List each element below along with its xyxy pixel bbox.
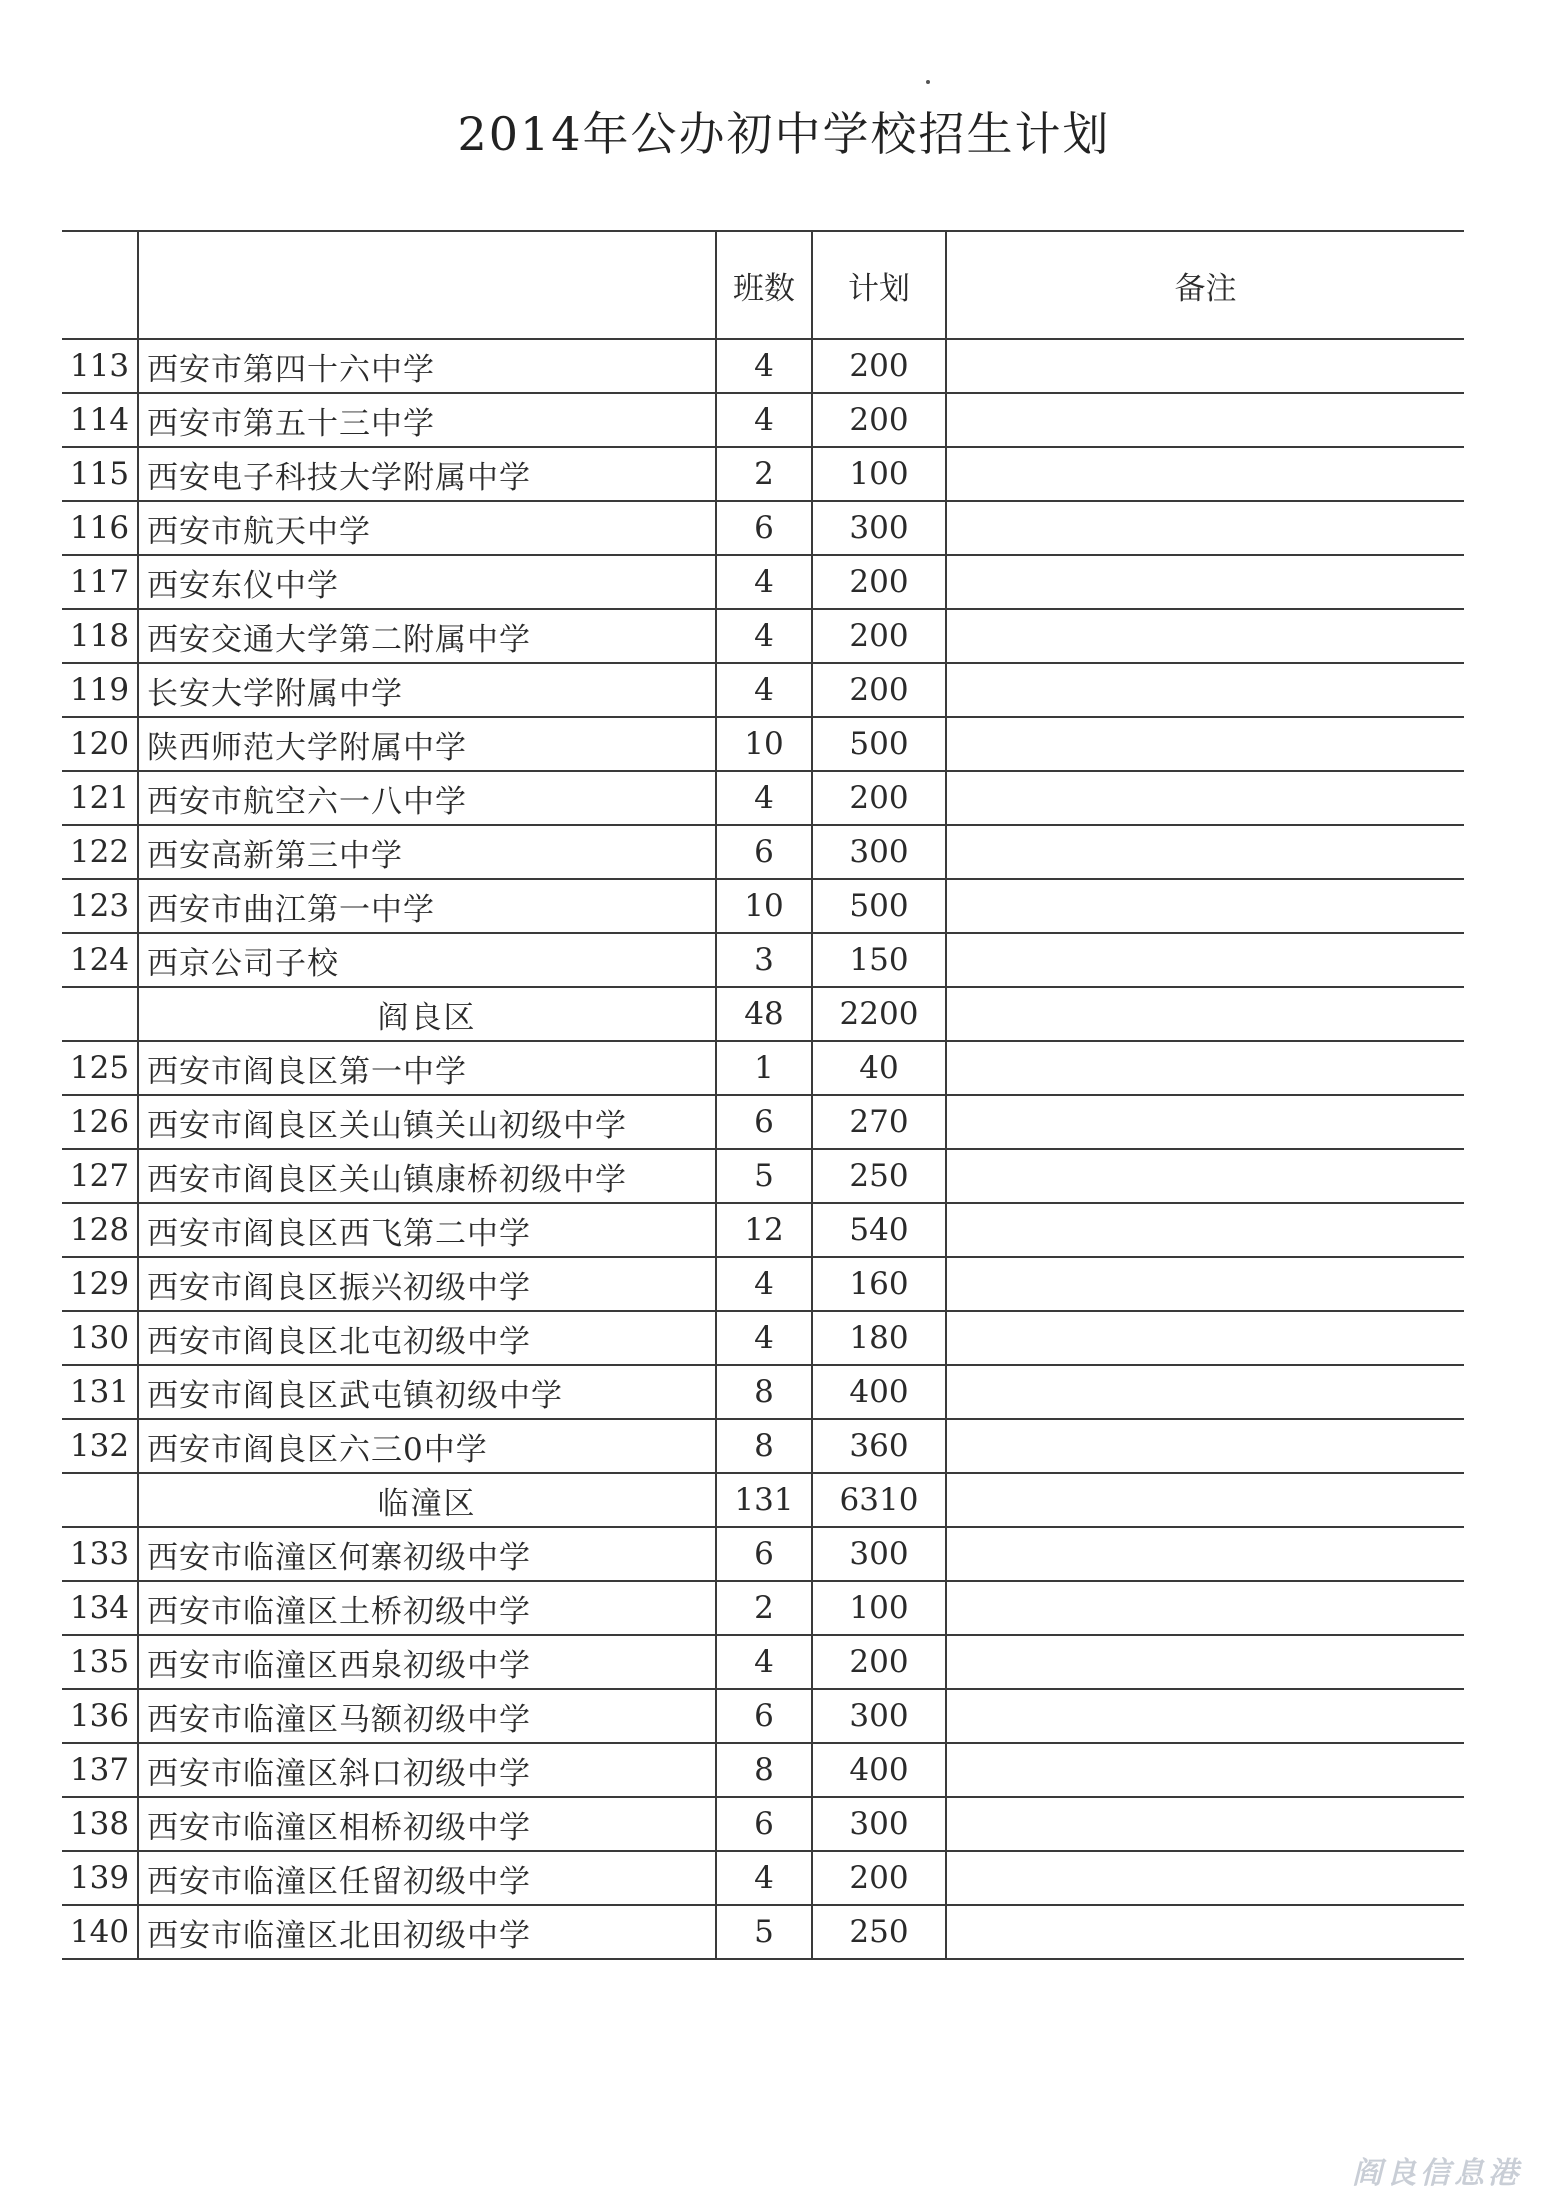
school-name: 西安市阎良区北屯初级中学 xyxy=(138,1311,716,1365)
row-number: 132 xyxy=(62,1419,138,1473)
scan-speck xyxy=(926,80,930,84)
remark xyxy=(946,1419,1464,1473)
row-number: 116 xyxy=(62,501,138,555)
table-row xyxy=(62,1851,1464,1905)
enrollment-table xyxy=(62,230,1464,1960)
class-count: 4 xyxy=(716,339,812,393)
school-name: 西安市临潼区何寨初级中学 xyxy=(138,1527,716,1581)
table-row xyxy=(62,771,1464,825)
district-subtotal-row xyxy=(62,987,1464,1041)
school-name: 陕西师范大学附属中学 xyxy=(138,717,716,771)
school-name: 西安市临潼区相桥初级中学 xyxy=(138,1797,716,1851)
row-number xyxy=(62,1473,138,1527)
table-row xyxy=(62,825,1464,879)
row-number: 128 xyxy=(62,1203,138,1257)
table-header-row xyxy=(62,231,1464,339)
class-count: 6 xyxy=(716,1095,812,1149)
enrollment-plan: 6310 xyxy=(812,1473,946,1527)
school-name: 西安交通大学第二附属中学 xyxy=(138,609,716,663)
class-count: 2 xyxy=(716,447,812,501)
class-count: 3 xyxy=(716,933,812,987)
header-no xyxy=(62,231,138,339)
row-number: 121 xyxy=(62,771,138,825)
table-row xyxy=(62,1581,1464,1635)
class-count: 5 xyxy=(716,1905,812,1959)
remark xyxy=(946,1041,1464,1095)
table-row xyxy=(62,1419,1464,1473)
school-name: 长安大学附属中学 xyxy=(138,663,716,717)
remark xyxy=(946,1257,1464,1311)
row-number: 125 xyxy=(62,1041,138,1095)
header-plan: 计划 xyxy=(812,231,946,339)
table-row xyxy=(62,1311,1464,1365)
table-row xyxy=(62,1041,1464,1095)
row-number: 119 xyxy=(62,663,138,717)
remark xyxy=(946,987,1464,1041)
table-row xyxy=(62,663,1464,717)
district-name: 临潼区 xyxy=(138,1473,716,1527)
remark xyxy=(946,609,1464,663)
enrollment-plan: 540 xyxy=(812,1203,946,1257)
enrollment-plan: 200 xyxy=(812,663,946,717)
class-count: 5 xyxy=(716,1149,812,1203)
row-number: 130 xyxy=(62,1311,138,1365)
row-number: 120 xyxy=(62,717,138,771)
class-count: 8 xyxy=(716,1743,812,1797)
row-number: 113 xyxy=(62,339,138,393)
school-name: 西安市第四十六中学 xyxy=(138,339,716,393)
enrollment-plan: 180 xyxy=(812,1311,946,1365)
table-row xyxy=(62,717,1464,771)
remark xyxy=(946,1635,1464,1689)
row-number xyxy=(62,987,138,1041)
school-name: 西安市临潼区斜口初级中学 xyxy=(138,1743,716,1797)
table-row xyxy=(62,1635,1464,1689)
enrollment-plan: 300 xyxy=(812,1689,946,1743)
table-row xyxy=(62,1905,1464,1959)
remark xyxy=(946,1149,1464,1203)
school-name: 西安市阎良区关山镇康桥初级中学 xyxy=(138,1149,716,1203)
remark xyxy=(946,771,1464,825)
remark xyxy=(946,1851,1464,1905)
table-row xyxy=(62,1257,1464,1311)
remark xyxy=(946,1311,1464,1365)
school-name: 西安市临潼区任留初级中学 xyxy=(138,1851,716,1905)
row-number: 138 xyxy=(62,1797,138,1851)
enrollment-plan: 2200 xyxy=(812,987,946,1041)
row-number: 129 xyxy=(62,1257,138,1311)
school-name: 西安市航天中学 xyxy=(138,501,716,555)
class-count: 12 xyxy=(716,1203,812,1257)
enrollment-plan: 300 xyxy=(812,1527,946,1581)
school-name: 西安市临潼区西泉初级中学 xyxy=(138,1635,716,1689)
class-count: 6 xyxy=(716,1797,812,1851)
class-count: 4 xyxy=(716,393,812,447)
table-row xyxy=(62,1689,1464,1743)
remark xyxy=(946,1581,1464,1635)
class-count: 4 xyxy=(716,771,812,825)
row-number: 140 xyxy=(62,1905,138,1959)
row-number: 118 xyxy=(62,609,138,663)
enrollment-plan: 200 xyxy=(812,1635,946,1689)
remark xyxy=(946,663,1464,717)
remark xyxy=(946,1905,1464,1959)
enrollment-plan: 250 xyxy=(812,1149,946,1203)
row-number: 139 xyxy=(62,1851,138,1905)
table-row xyxy=(62,1365,1464,1419)
row-number: 126 xyxy=(62,1095,138,1149)
enrollment-plan: 200 xyxy=(812,393,946,447)
enrollment-plan: 400 xyxy=(812,1743,946,1797)
row-number: 124 xyxy=(62,933,138,987)
enrollment-plan: 200 xyxy=(812,609,946,663)
class-count: 4 xyxy=(716,663,812,717)
school-name: 西安市临潼区马额初级中学 xyxy=(138,1689,716,1743)
enrollment-plan: 500 xyxy=(812,879,946,933)
row-number: 134 xyxy=(62,1581,138,1635)
school-name: 西安市阎良区武屯镇初级中学 xyxy=(138,1365,716,1419)
class-count: 6 xyxy=(716,1689,812,1743)
school-name: 西安东仪中学 xyxy=(138,555,716,609)
table-row xyxy=(62,1203,1464,1257)
enrollment-plan: 360 xyxy=(812,1419,946,1473)
enrollment-plan: 300 xyxy=(812,501,946,555)
enrollment-plan: 40 xyxy=(812,1041,946,1095)
table-row xyxy=(62,393,1464,447)
class-count: 6 xyxy=(716,825,812,879)
enrollment-plan: 400 xyxy=(812,1365,946,1419)
remark xyxy=(946,501,1464,555)
class-count: 10 xyxy=(716,879,812,933)
class-count: 8 xyxy=(716,1419,812,1473)
remark xyxy=(946,825,1464,879)
row-number: 123 xyxy=(62,879,138,933)
school-name: 西安市阎良区西飞第二中学 xyxy=(138,1203,716,1257)
class-count: 6 xyxy=(716,501,812,555)
table-row xyxy=(62,933,1464,987)
school-name: 西安市阎良区六三0中学 xyxy=(138,1419,716,1473)
header-name xyxy=(138,231,716,339)
table-row xyxy=(62,1743,1464,1797)
school-name: 西安市曲江第一中学 xyxy=(138,879,716,933)
school-name: 西安市临潼区北田初级中学 xyxy=(138,1905,716,1959)
remark xyxy=(946,1743,1464,1797)
table-row xyxy=(62,879,1464,933)
enrollment-plan: 100 xyxy=(812,447,946,501)
enrollment-plan: 300 xyxy=(812,1797,946,1851)
table-row xyxy=(62,339,1464,393)
enrollment-plan: 250 xyxy=(812,1905,946,1959)
enrollment-plan: 200 xyxy=(812,1851,946,1905)
district-name: 阎良区 xyxy=(138,987,716,1041)
class-count: 4 xyxy=(716,609,812,663)
enrollment-plan: 500 xyxy=(812,717,946,771)
header-note: 备注 xyxy=(946,231,1464,339)
header-classes: 班数 xyxy=(716,231,812,339)
remark xyxy=(946,1203,1464,1257)
watermark-logo: 阎良信息港 xyxy=(1352,2156,1522,2191)
school-name: 西安市临潼区土桥初级中学 xyxy=(138,1581,716,1635)
class-count: 48 xyxy=(716,987,812,1041)
row-number: 135 xyxy=(62,1635,138,1689)
school-name: 西安市阎良区振兴初级中学 xyxy=(138,1257,716,1311)
school-name: 西安市第五十三中学 xyxy=(138,393,716,447)
school-name: 西安市阎良区关山镇关山初级中学 xyxy=(138,1095,716,1149)
class-count: 6 xyxy=(716,1527,812,1581)
enrollment-plan: 200 xyxy=(812,771,946,825)
row-number: 136 xyxy=(62,1689,138,1743)
remark xyxy=(946,933,1464,987)
row-number: 115 xyxy=(62,447,138,501)
school-name: 西安电子科技大学附属中学 xyxy=(138,447,716,501)
class-count: 8 xyxy=(716,1365,812,1419)
row-number: 131 xyxy=(62,1365,138,1419)
school-name: 西安市航空六一八中学 xyxy=(138,771,716,825)
remark xyxy=(946,717,1464,771)
remark xyxy=(946,1527,1464,1581)
enrollment-plan: 200 xyxy=(812,339,946,393)
table-row xyxy=(62,501,1464,555)
class-count: 1 xyxy=(716,1041,812,1095)
school-name: 西安市阎良区第一中学 xyxy=(138,1041,716,1095)
class-count: 4 xyxy=(716,1311,812,1365)
remark xyxy=(946,447,1464,501)
table-row xyxy=(62,1149,1464,1203)
class-count: 4 xyxy=(716,555,812,609)
enrollment-plan: 160 xyxy=(812,1257,946,1311)
enrollment-plan: 200 xyxy=(812,555,946,609)
class-count: 10 xyxy=(716,717,812,771)
remark xyxy=(946,879,1464,933)
remark xyxy=(946,1689,1464,1743)
remark xyxy=(946,1095,1464,1149)
school-name: 西京公司子校 xyxy=(138,933,716,987)
remark xyxy=(946,1797,1464,1851)
class-count: 4 xyxy=(716,1851,812,1905)
remark xyxy=(946,393,1464,447)
enrollment-plan: 150 xyxy=(812,933,946,987)
row-number: 137 xyxy=(62,1743,138,1797)
row-number: 117 xyxy=(62,555,138,609)
row-number: 122 xyxy=(62,825,138,879)
row-number: 127 xyxy=(62,1149,138,1203)
table-row xyxy=(62,1797,1464,1851)
class-count: 2 xyxy=(716,1581,812,1635)
table-row xyxy=(62,1095,1464,1149)
enrollment-plan: 300 xyxy=(812,825,946,879)
enrollment-plan: 270 xyxy=(812,1095,946,1149)
remark xyxy=(946,1365,1464,1419)
class-count: 4 xyxy=(716,1635,812,1689)
enrollment-plan: 100 xyxy=(812,1581,946,1635)
school-name: 西安高新第三中学 xyxy=(138,825,716,879)
remark xyxy=(946,555,1464,609)
table-row xyxy=(62,1527,1464,1581)
district-subtotal-row xyxy=(62,1473,1464,1527)
class-count: 4 xyxy=(716,1257,812,1311)
table-row xyxy=(62,447,1464,501)
row-number: 114 xyxy=(62,393,138,447)
row-number: 133 xyxy=(62,1527,138,1581)
table-row xyxy=(62,609,1464,663)
class-count: 131 xyxy=(716,1473,812,1527)
remark xyxy=(946,1473,1464,1527)
table-row xyxy=(62,555,1464,609)
page-title: 2014年公办初中学校招生计划 xyxy=(457,107,1111,161)
remark xyxy=(946,339,1464,393)
